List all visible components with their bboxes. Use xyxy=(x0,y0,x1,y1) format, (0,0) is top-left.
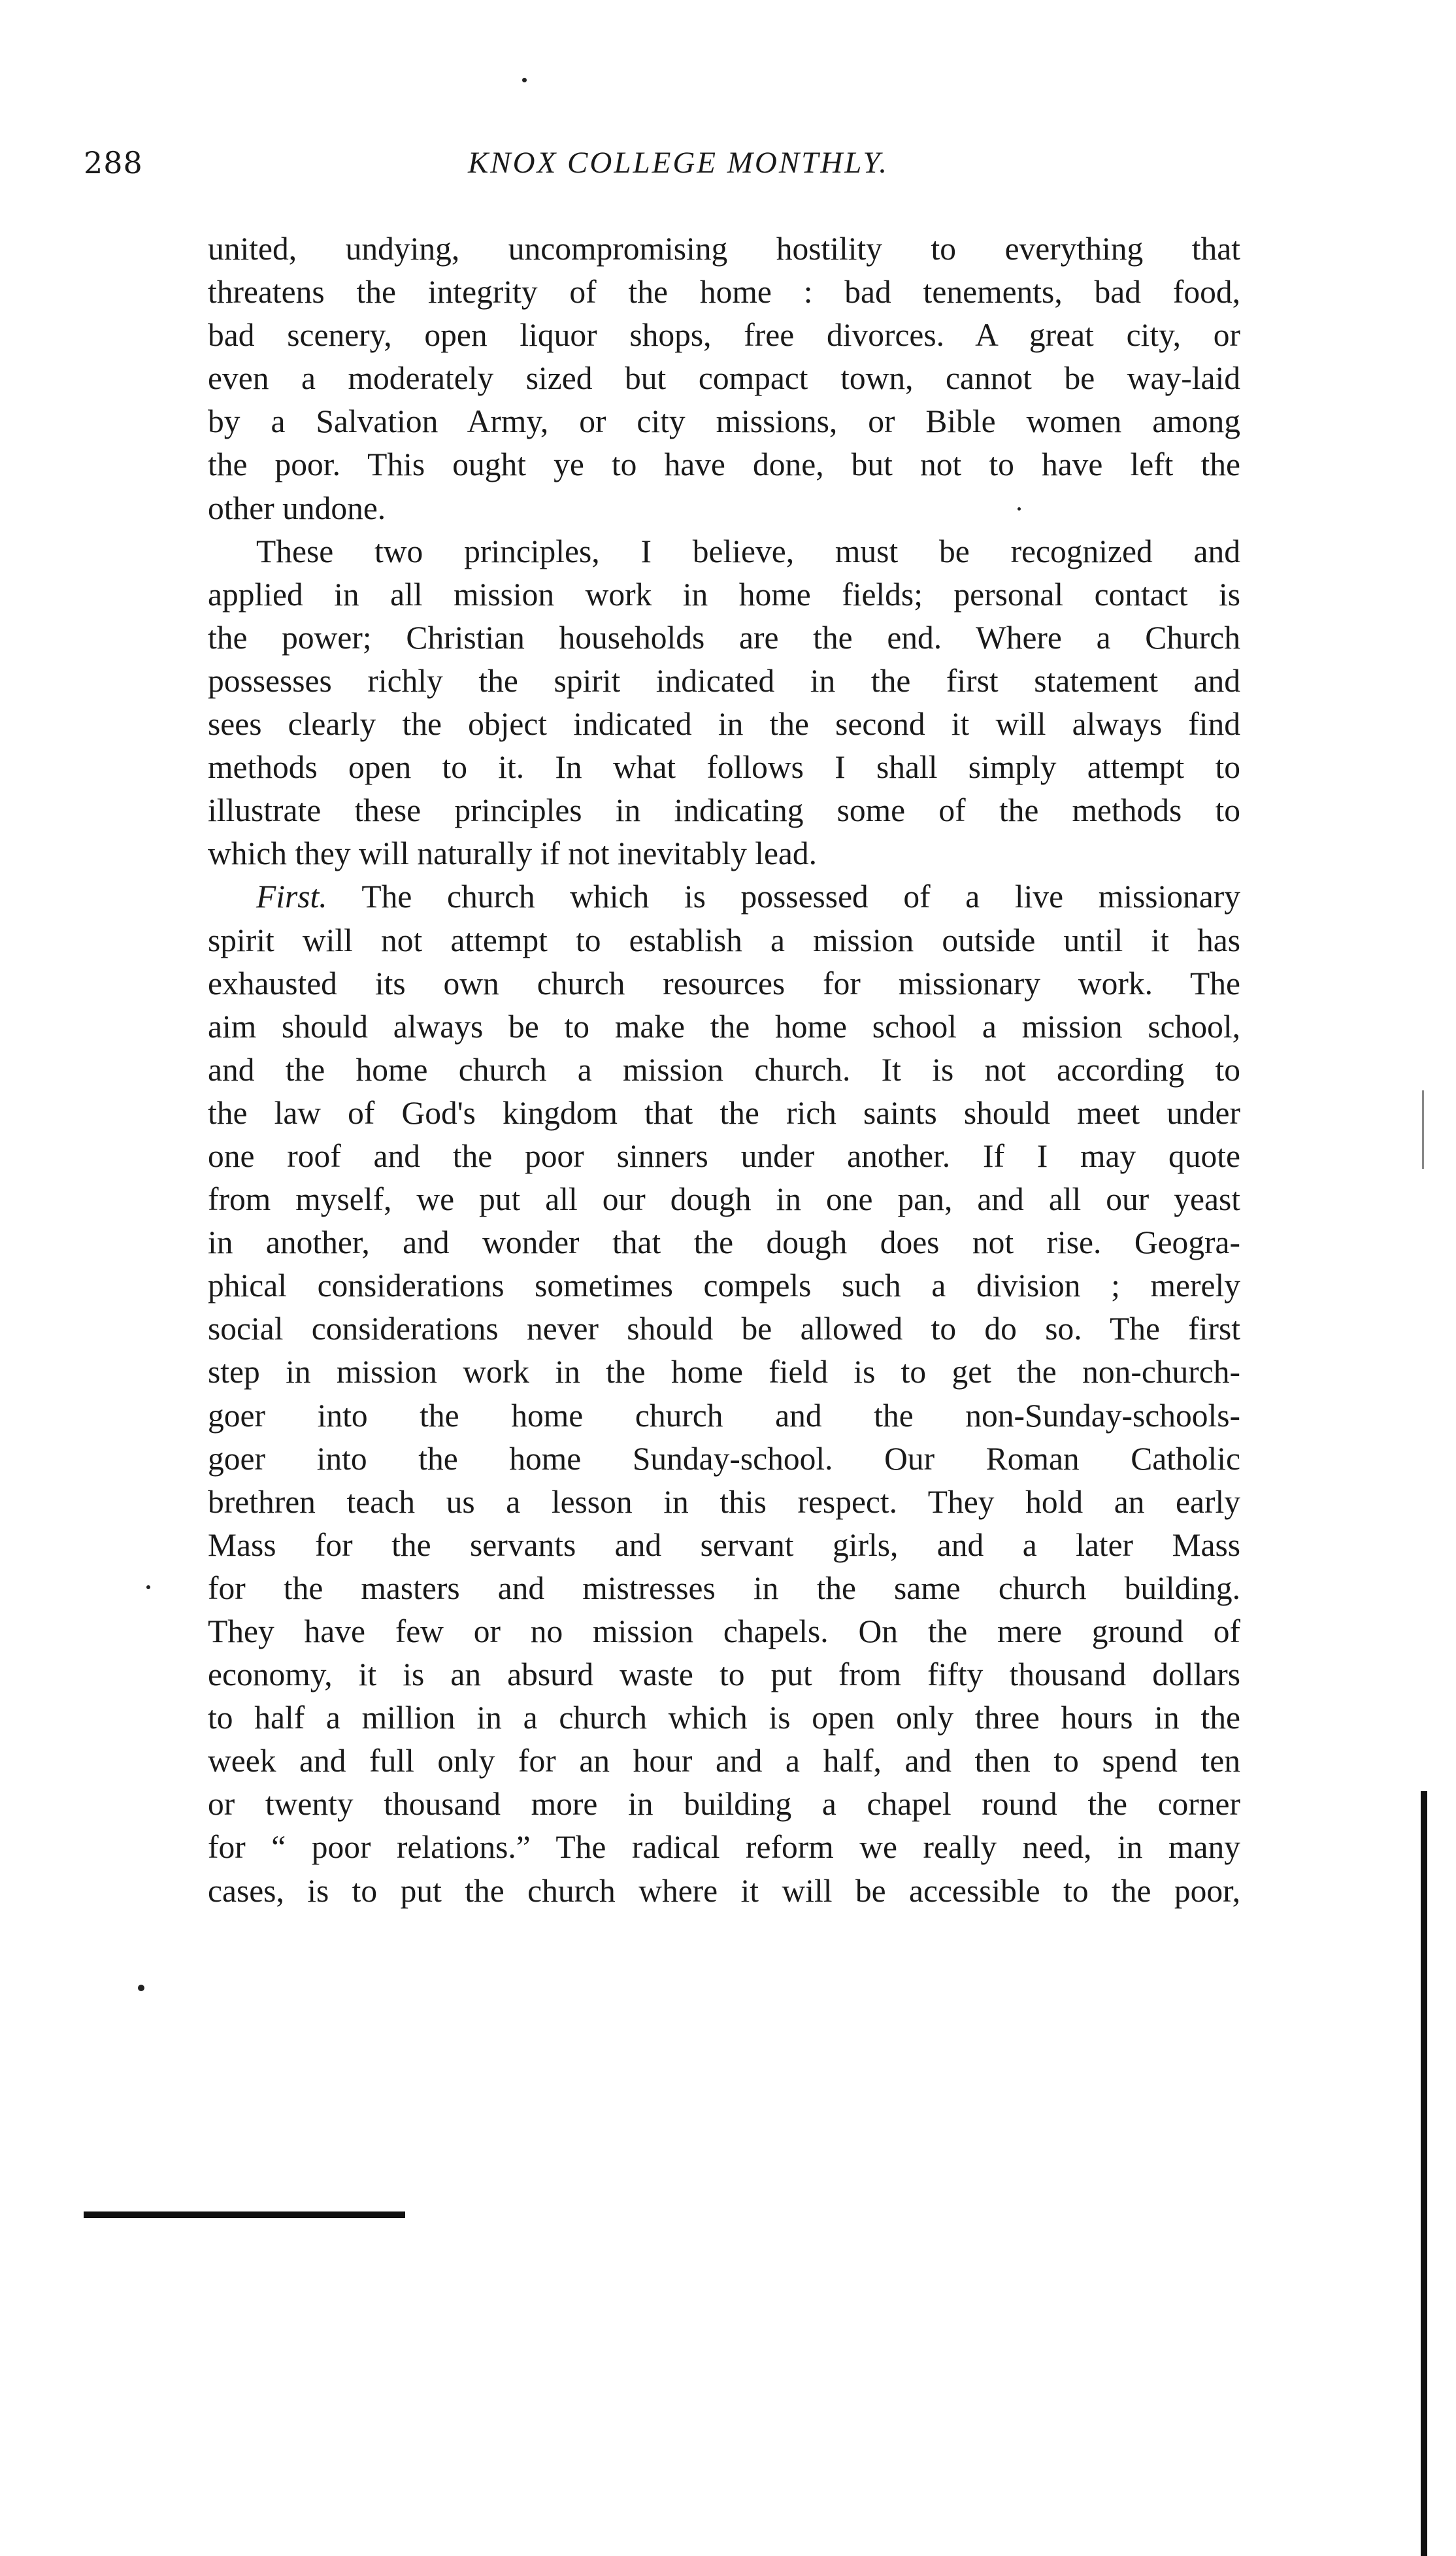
text-line: to half a million in a church which is open only three hours in the xyxy=(208,1700,1240,1736)
text-line: by a Salvation Army, or city missions, or Bible women among xyxy=(208,403,1240,440)
text-line: economy, it is an absurd waste to put from fifty thousand dollars xyxy=(208,1656,1240,1693)
scan-edge-rule xyxy=(1421,1791,1427,2556)
text-line: or twenty thousand more in building a chapel round the corner xyxy=(208,1786,1240,1823)
text-line: threatens the integrity of the home : bad tenements, bad food, xyxy=(208,274,1240,311)
text-line: which they will naturally if not inevitably lead. xyxy=(208,835,818,872)
running-head: KNOX COLLEGE MONTHLY. xyxy=(467,146,889,180)
section-lead: First. xyxy=(256,879,327,915)
text-line: They have few or no mission chapels. On the mere ground of xyxy=(208,1613,1240,1649)
text-line: exhausted its own church resources for missionary work. The xyxy=(208,965,1240,1001)
page-header xyxy=(84,145,1273,191)
text-line: step in mission work in the home field is to get the non-church- xyxy=(208,1354,1240,1390)
text-line: from myself, we put all our dough in one pan, and all our yeast xyxy=(208,1181,1240,1218)
text-line: in another, and wonder that the dough does not rise. Geogra- xyxy=(208,1224,1240,1261)
text-line: the poor. This ought ye to have done, but not to have left the xyxy=(208,446,1240,483)
text-line: bad scenery, open liquor shops, free divorces. A great city, or xyxy=(208,317,1240,354)
text-line: possesses richly the spirit indicated in the first statement and xyxy=(208,662,1240,699)
text-line: aim should always be to make the home school a mission school, xyxy=(208,1008,1240,1045)
text-line: united, undying, uncompromising hostility to everything that xyxy=(208,231,1240,267)
text-line: the law of God's kingdom that the rich saints should meet under xyxy=(208,1094,1240,1131)
text-line: for “ poor relations.” The radical reform we really need, in many xyxy=(208,1829,1240,1866)
text-line: phical considerations sometimes compels such a division ; merely xyxy=(208,1268,1240,1304)
text-line: for the masters and mistresses in the same church building. xyxy=(208,1570,1240,1606)
text-line: goer into the home Sunday-school. Our Roman Catholic xyxy=(208,1440,1240,1477)
scan-speck xyxy=(146,1585,150,1589)
text-line: cases, is to put the church where it will be accessible to the poor, xyxy=(208,1872,1240,1909)
scan-bottom-rule xyxy=(84,2211,405,2218)
text-line: even a moderately sized but compact town, cannot be way-laid xyxy=(208,360,1240,397)
text-line: Mass for the servants and servant girls, and a later Mass xyxy=(208,1526,1240,1563)
scan-speck xyxy=(138,1985,144,1991)
text-line: social considerations never should be allowed to do so. The first xyxy=(208,1311,1240,1347)
text-line xyxy=(208,875,1240,918)
scan-speck xyxy=(522,78,527,82)
text-line: illustrate these principles in indicating some of the methods to xyxy=(208,792,1240,829)
text-line: applied in all mission work in home fields; personal contact is xyxy=(208,576,1240,613)
scan-speck xyxy=(1018,507,1021,511)
text-line: sees clearly the object indicated in the second it will always find xyxy=(208,706,1240,743)
text-line: methods open to it. In what follows I shall simply attempt to xyxy=(208,749,1240,786)
margin-mark xyxy=(1422,1090,1424,1169)
text-line: and the home church a mission church. It is not according to xyxy=(208,1051,1240,1088)
text-line: other undone. xyxy=(208,490,386,526)
text-line: one roof and the poor sinners under another. If I may quote xyxy=(208,1137,1240,1174)
text-line: brethren teach us a lesson in this respect. They hold an early xyxy=(208,1483,1240,1520)
body-text xyxy=(208,227,1240,1913)
text-line: week and full only for an hour and a half, and then to spend ten xyxy=(208,1743,1240,1779)
text-line: spirit will not attempt to establish a mission outside until it has xyxy=(208,922,1240,958)
text-line: These two principles, I believe, must be recognized and xyxy=(256,533,1240,569)
page-number: 288 xyxy=(84,145,143,180)
text-line: the power; Christian households are the end. Where a Church xyxy=(208,619,1240,656)
text-line-rest: The church which is possessed of a live missionary xyxy=(327,879,1240,915)
text-line: goer into the home church and the non-Sunday-schools- xyxy=(208,1397,1240,1434)
